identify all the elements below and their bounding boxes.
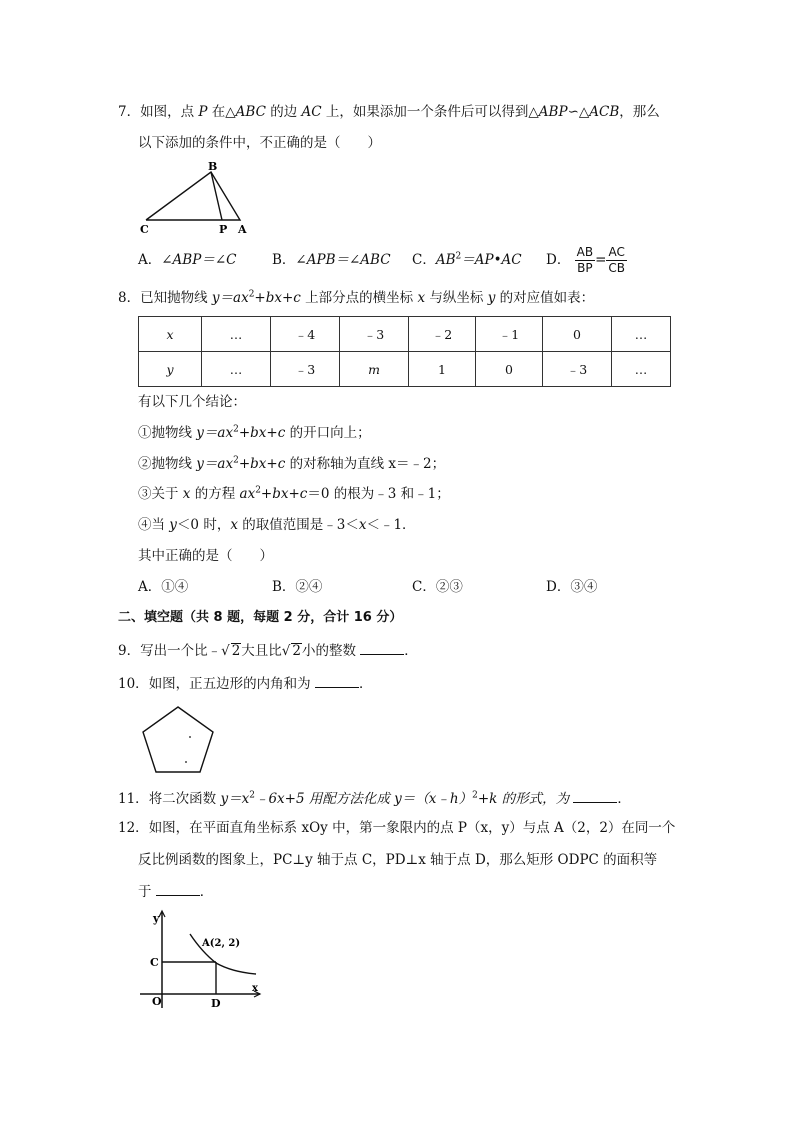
q8-value-table [138, 316, 671, 387]
table-cell: ﹣3 [543, 352, 612, 387]
answer-blank [573, 788, 617, 803]
q7-line-2: 以下添加的条件中，不正确的是（ ） [138, 135, 381, 151]
fraction-ab-bp: $\frac{AB}{BP}$ [576, 245, 594, 275]
table-cell: y [139, 352, 202, 387]
answer-blank [360, 640, 404, 655]
table-cell: ﹣2 [409, 317, 476, 352]
q8-conclusion-3: ③关于 x 的方程 $ax^2+bx+c=0$ 的根为﹣3 和﹣1； [138, 485, 450, 502]
regular-pentagon [143, 707, 213, 772]
label-D: D [211, 997, 221, 1010]
q8-question: 其中正确的是（ ） [138, 548, 273, 564]
q7-option-b: B．∠APB＝∠ABC [272, 252, 391, 268]
label-y: y [153, 912, 160, 925]
table-row-x [139, 317, 671, 352]
label-A: A(2, 2) [202, 938, 241, 949]
table-cell: ﹣1 [476, 317, 543, 352]
q8-conclusion-1: ①抛物线 $y=ax^2+bx+c$ 的开口向上； [138, 424, 371, 441]
q12-coordinate-figure [136, 908, 266, 1014]
label-O: O [152, 995, 162, 1008]
q10: 10．如图，正五边形的内角和为 ． [118, 673, 372, 694]
table-cell: … [202, 352, 271, 387]
dot [185, 761, 187, 763]
table-cell: 0 [476, 352, 543, 387]
q8-stem: 8．已知抛物线 $y=ax^2+bx+c$ 上部分点的横坐标 x 与纵坐标 y 的对应值如表： [118, 289, 595, 306]
q8-conclusion-4: ④当 y＜0 时，x 的取值范围是﹣3＜x＜﹣1． [138, 517, 416, 533]
fraction-ac-cb: $\frac{AC}{CB}$ [608, 245, 626, 275]
segment-BP [211, 172, 222, 220]
label-C: C [150, 956, 159, 969]
label-A: A [238, 223, 247, 236]
dot [189, 736, 191, 738]
q11: 11．将二次函数 $y=x^2﹣6x+5$ 用配方法化成 y＝（x﹣h）$^2$+k 的形式，为 ． [118, 788, 631, 809]
q12-line-1: 12．如图，在平面直角坐标系 xOy 中，第一象限内的点 P（x，y）与点 A（2，2）在同一个 [118, 820, 676, 836]
table-cell: ﹣3 [271, 352, 340, 387]
q8-option-c: C．②③ [412, 579, 463, 595]
q7-line-1: 7．如图，点 P 在△ABC 的边 AC 上，如果添加一个条件后可以得到△ABP∽△ACB，那么 [118, 104, 660, 120]
label-B: B [208, 160, 218, 173]
q12-line-3: 于 ． [138, 881, 213, 902]
q7-option-c: C．$AB^2=AP•AC$ [412, 251, 522, 268]
q9: 9．写出一个比﹣√ 2大且比√ 2小的整数 ． [118, 640, 418, 661]
label-P: P [219, 223, 228, 236]
label-x: x [252, 983, 258, 994]
table-cell: ﹣4 [271, 317, 340, 352]
q7-triangle-figure [136, 160, 252, 238]
triangle-sides [146, 172, 240, 220]
q8-option-d: D．③④ [546, 579, 598, 595]
q12-line-2: 反比例函数的图象上，PC⊥y 轴于点 C，PD⊥x 轴于点 D，那么矩形 ODPC 的面积等 [138, 852, 658, 868]
q8-intro: 有以下几个结论： [138, 394, 246, 410]
table-cell: 1 [409, 352, 476, 387]
answer-blank [156, 881, 200, 896]
table-row-y [139, 352, 671, 387]
q8-option-a: A．①④ [138, 579, 189, 595]
table-cell: … [202, 317, 271, 352]
q7-option-a: A．∠ABP＝∠C [138, 252, 237, 268]
pentagon-figure [140, 704, 216, 776]
answer-blank [315, 673, 359, 688]
label-C: C [140, 223, 149, 236]
q8-conclusion-2: ②抛物线 $y=ax^2+bx+c$ 的对称轴为直线 x＝﹣2； [138, 455, 446, 472]
q8-option-b: B．②④ [272, 579, 323, 595]
section-heading: 二、填空题（共 8 题，每题 2 分，合计 16 分） [118, 610, 403, 625]
table-cell: x [139, 317, 202, 352]
table-cell: 0 [543, 317, 612, 352]
table-cell: ﹣3 [340, 317, 409, 352]
table-cell: … [612, 352, 671, 387]
table-cell: m [340, 352, 409, 387]
table-cell: … [612, 317, 671, 352]
q7-option-d: D． $\frac{AB}{BP}$ = $\frac{AC}{CB}$ [546, 245, 626, 275]
